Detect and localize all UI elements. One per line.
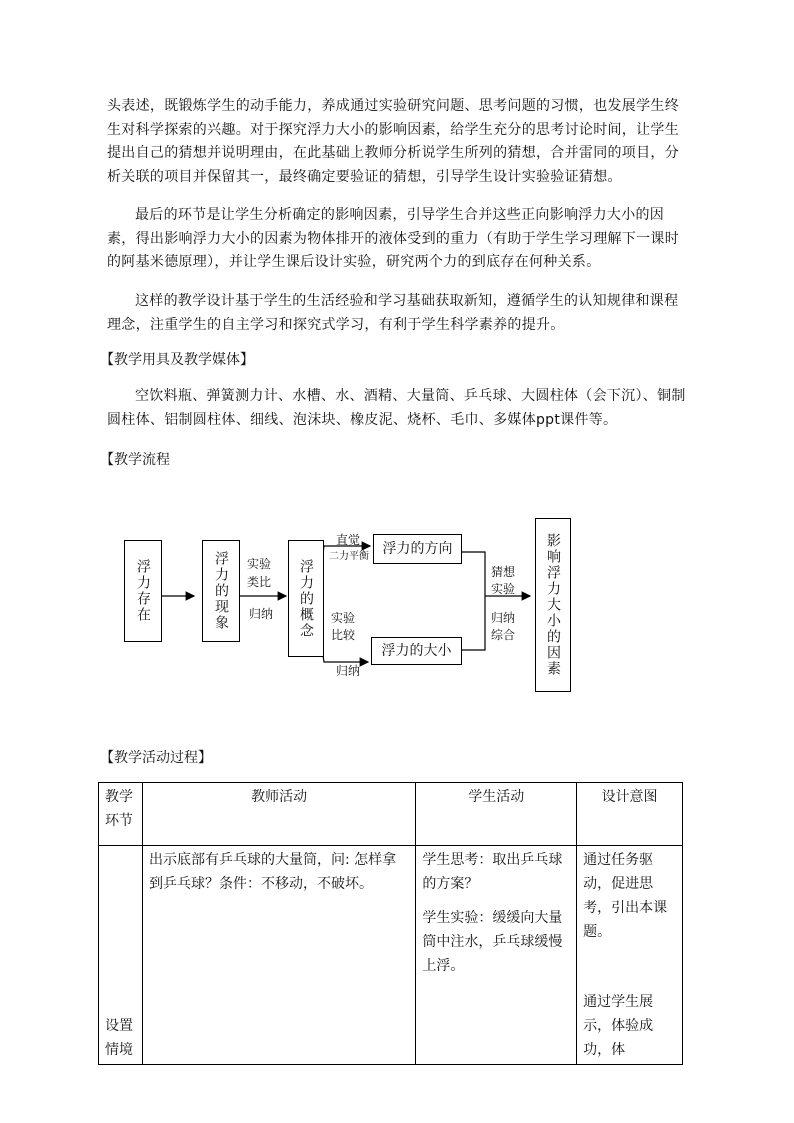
- label-comparison: 比较: [331, 628, 356, 642]
- tools-text: 空饮料瓶、弹簧测力计、水槽、水、酒精、大量筒、乒乓球、大圆柱体（会下沉）、铜制圆柱体、铝制圆柱体、细线、泡沫块、橡皮泥、烧杯、毛巾、多媒体ppt课件等。: [107, 388, 686, 428]
- teaching-flow-diagram: [100, 500, 620, 710]
- label-induction-3: 归纳: [491, 611, 516, 625]
- box-magnitude: 浮力的大小: [371, 637, 462, 665]
- flow-heading: 【教学流程: [100, 452, 170, 468]
- intent-1: 通过任务驱动，促进思考，引出本课题。: [583, 852, 668, 940]
- activity-table: [98, 782, 683, 1065]
- column-header: 教师活动: [142, 783, 415, 846]
- student-experiment: 学生实验：缓缓向大量筒中注水，乒乓球缓慢上浮。: [422, 910, 563, 974]
- box-existence: 浮力存在: [124, 540, 162, 642]
- activity-heading: 【教学活动过程】: [100, 750, 212, 766]
- label-synthesis: 综合: [491, 628, 516, 642]
- column-header: 设计意图: [577, 783, 683, 846]
- label-balance: 二力平衡: [329, 551, 369, 562]
- teacher-activity-cell: 出示底部有乒乓球的大量筒，问: 怎样拿到乒乓球？条件：不移动，不破坏。: [142, 846, 415, 1065]
- label-intuition: 直觉: [336, 533, 361, 547]
- box-phenomenon: 浮力的现象: [202, 540, 240, 642]
- student-think: 学生思考：取出乒乓球的方案？: [422, 852, 563, 892]
- arrow-concept-to-magnitude: [322, 648, 368, 662]
- intent-2: 通过学生展示，体验成功，体: [583, 994, 654, 1058]
- column-header: 教学环节: [99, 783, 143, 846]
- tools-heading: 【教学用具及教学媒体】: [100, 352, 254, 368]
- student-activity-cell: [416, 846, 577, 1065]
- table-row: [99, 846, 683, 1065]
- merge-bracket: [462, 552, 485, 650]
- label-induction-1: 归纳: [249, 607, 274, 621]
- table-header-row: [99, 783, 683, 846]
- box-factors: 影响浮力大小的因素: [535, 518, 571, 692]
- paragraph-1: 头表述，既锻炼学生的动手能力，养成通过实验研究问题、思考问题的习惯，也发展学生终生对科学探索的兴趣。对于探究浮力大小的影响因素，给学生充分的思考讨论时间，让学生提出自己的猜想并说明理由，在此基础上教师分析说学生所列的猜想，合并雷同的项目，分析关联的项目并保留其一，最终确定要验证的猜想，引导学生设计实验验证猜想。: [107, 98, 679, 185]
- label-experiment: 实验: [247, 557, 272, 571]
- column-header: 学生活动: [416, 783, 577, 846]
- box-concept: 浮力的概念: [288, 540, 324, 657]
- label-guess: 猜想: [491, 565, 516, 579]
- box-direction: 浮力的方向: [373, 534, 462, 564]
- paragraph-2: 最后的环节是让学生分析确定的影响因素，引导学生合并这些正向影响浮力大小的因素，得出影响浮力大小的因素为物体排开的液体受到的重力（有助于学生学习理解下一课时的阿基米德原理），并让学生课后设计实验，研究两个力的到底存在何种关系。: [107, 207, 679, 270]
- design-intent-cell: [577, 846, 683, 1065]
- stage-cell: 设置情境: [99, 846, 143, 1065]
- label-experiment-3: 实验: [491, 582, 516, 596]
- paragraph-3: 这样的教学设计基于学生的生活经验和学习基础获取新知，遵循学生的认知规律和课程理念，注重学生的自主学习和探究式学习，有利于学生科学素养的提升。: [107, 293, 679, 333]
- label-experiment-2: 实验: [331, 611, 356, 625]
- label-analogy: 类比: [247, 575, 272, 589]
- label-induction-2: 归纳: [336, 664, 361, 678]
